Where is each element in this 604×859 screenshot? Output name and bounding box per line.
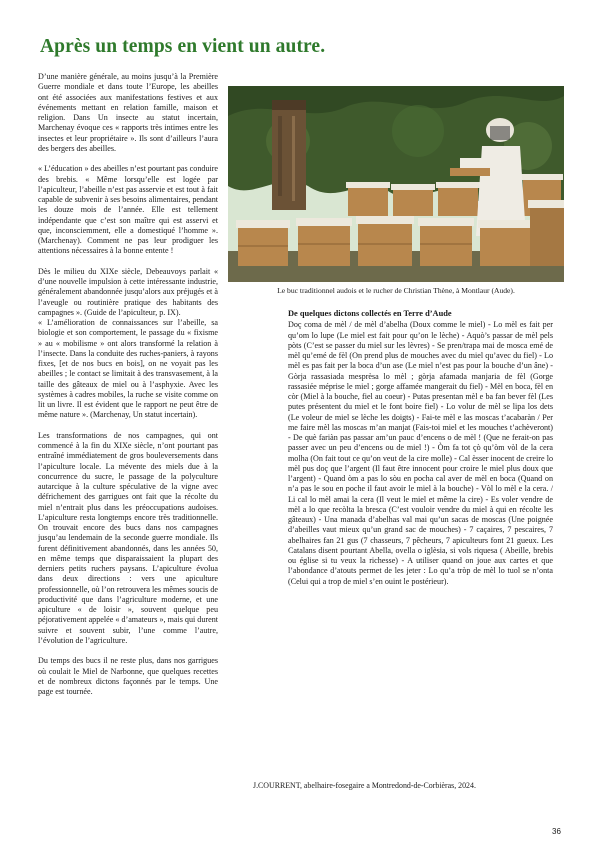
- article-paragraph-5: Les transformations de nos campagnes, qui ont commencé à la fin du XIXe siècle, n’ont pourtant pas entraîné immédiatement de gros bouleversements dans l’apiculture locale. La mévente des miels due à la concurrence du sucre, le passage de la polyculture autarcique à la culture spéculative de la vigne avec défrichement des garrigues ont fait que la récolte du miel n’entrait plus dans les préoccupations audoises. L’apiculture resta longtemps encore très traditionnelle. On trouvait encore des bucs dans nos campagnes jusqu’au lendemain de la seconde guerre mondiale. Ils furent définitivement abandonnés, dans les années 50, en même temps que disparaissaient la plupart des derniers petits ruchers paysans. L’apiculture évolua dans deux directions : vers une apiculture professionnelle, où l’on retrouvera les mêmes soucis de productivité que dans l’agriculture moderne, et une apiculture « de loisir », souvent quelque peu péjorativement appelée « d’amateurs », mais qui durent suivre et souvent subir, l’une comme l’autre, l’évolution de l’agriculture.: [38, 430, 218, 645]
- article-paragraph-6: Du temps des bucs il ne reste plus, dans nos garrigues où coulait le Miel de Narbonne, que quelques recettes et de nombreux dictons façonnés par le temps. Une page est tournée.: [38, 656, 218, 696]
- page-number: 36: [552, 827, 561, 836]
- page-title: Après un temps en vient un autre.: [40, 36, 326, 57]
- sayings-text: Doç coma de mèl / de mèl d’abelha (Doux comme le miel) - Lo mèl es fait per qu’om lo lupe (Le miel est fait pour qu’on le lèche) - Aquò’s passar de mèl pels pòts (C’est se passer du miel sur les lèvres) - Se pren/trapa mai de mosca emé de mèl qu’emé de fèl (On prend plus de mouches avec du miel qu’avec du fiel) - Lo mèl es pas fait per la boca d’un ase (Le miel n’est pas pour la bouche d’un âne) - Gòrja rassasiada mesprèsa lo mèl ; gòrja afamada manjaria de fèl (Gorge rassasiée méprise le miel ; gorge affamée mangerait du fiel) - Mèl en boca, fèl en còr (Miel à la bouche, fiel au coeur) - Putas presentan mèl e ba fan bever fèl (Les putes présentent du miel et le font boire fiel) - Lo volur de mèl se lipa los dets (Le voleur de miel se lèche les doigts) - Fai-te mèl e las moscas t’acabaràn / Per me faire mèl las moscas m’an manjat (Fais-toi miel et les mouches t’achèveront) - De què fariàn pas passar am’un pauc d’encens o de mèl ! (Que ne ferait-on pas passer avec un peu d’encens ou de miel !) - Òm fa tot çò qu’òm vòl de la cera molha (On fait tout ce qu’on veut de la cire molle) - Cal èsser inocent de creire lo mèl pus doç que l’argent (Il faut être innocent pour croire le miel plus doux que l’argent) - Quand òm a pas lo sòu en pocha cal aver de mèl en boca (Quand on n’a pas le sou en poche il faut avoir le miel à la bouche) - Vòl lo mèl e la cera. / Li cal lo mèl amai la cera (Il veut le miel et même la cire) - Es voler vendre de mèl a lo que recòlta la bresca (C’est vouloir vendre du miel à qui en récolte les gâteaux) - Una manada d’abelhas val mai qu’un sacas de moscas (Une poignée d’abeilles vaut mieux qu’un grand sac de mouches) - 7 caçaires, 7 pescaires, 7 abelhaires fan 21 gus (7 chasseurs, 7 pêcheurs, 7 apiculteurs font 21 gueux. Les Catalans disent pourtant Abella, ovella o iglèsia, si vols riquesa ( Abeille, brebis ou église si tu veux la richesse) - A utiliser quand on joue aux cartes et que l’abondance d’atouts permet de les jeter : Lo qu’a tròp de mèl lo tuol se n’onta (Celui qui a trop de miel s’en ouint le postérieur).: [288, 320, 553, 586]
- article-paragraph-1: D’une manière générale, au moins jusqu’à la Première Guerre mondiale et dans toute l’Europe, les abeilles ont été associées aux manifestations festives et aux événements mettant en relation famille, maison et religion. Dans Un insecte au statut incertain, Marchenay évoque ces « rapports très intimes entre les insectes et leur propriétaire ». Ils sont d’ailleurs l’aura des bergers des abeilles.: [38, 72, 218, 153]
- sayings-box: [288, 309, 553, 587]
- apiary-illustration: [228, 86, 564, 282]
- apiary-photo: [228, 86, 564, 282]
- article-paragraph-4: « L’amélioration de connaissances sur l’abeille, sa biologie et son comportement, le passage du « fixisme » au « mobilisme » ont alors transformé la relation à l’insecte. Dans la conduite des ruches-paniers, à rayons fixes, [et de nos bucs en bois], on ne voyait pas les abeilles ; le contact se limitait à des transvasement, à la taille des gâteaux de miel ou à l’asphyxie. Avec les systèmes à cadres mobiles, la ruche se visite comme on lit un livre. Il est évident que le rapport ne peut être de même nature ». (Marchenay, Un statut incertain).: [38, 318, 218, 420]
- article-body: [38, 72, 218, 708]
- photo-caption: Le buc traditionnel audois et le rucher de Christian Thène, à Montlaur (Aude).: [277, 286, 515, 295]
- sayings-title: De quelques dictons collectés en Terre d’Aude: [288, 309, 452, 318]
- buc-hive: [272, 100, 306, 210]
- author-signature: J.COURRENT, abelhaire-fosegaire a Montredond-de-Corbièras, 2024.: [253, 781, 476, 790]
- article-paragraph-2: « L’éducation » des abeilles n’est pourtant pas conduire des brebis. « Même lorsqu’elle est logée par l’apiculteur, l’abeille n’est pas asservie et est tout à fait capable de subvenir à ses besoins alimentaires, pendant les douze mois de l’année. Elle est tellement indépendante que c’est son maître qui est asservi et que, inconsciemment, elle a domestiqué l’homme ». (Marchenay). Comment ne pas leur prodiguer les attentions nécessaires à la bonne entente !: [38, 164, 218, 256]
- article-paragraph-3: Dès le milieu du XIXe siècle, Debeauvoys parlait « d’une nouvelle impulsion à cette intéressante industrie, généralement abandonnée jusqu’alors aux préjugés et à l’aveugle ou routinière pratique des habitants des campagnes ». (Guide de l’apiculteur, p. IX).: [38, 266, 218, 317]
